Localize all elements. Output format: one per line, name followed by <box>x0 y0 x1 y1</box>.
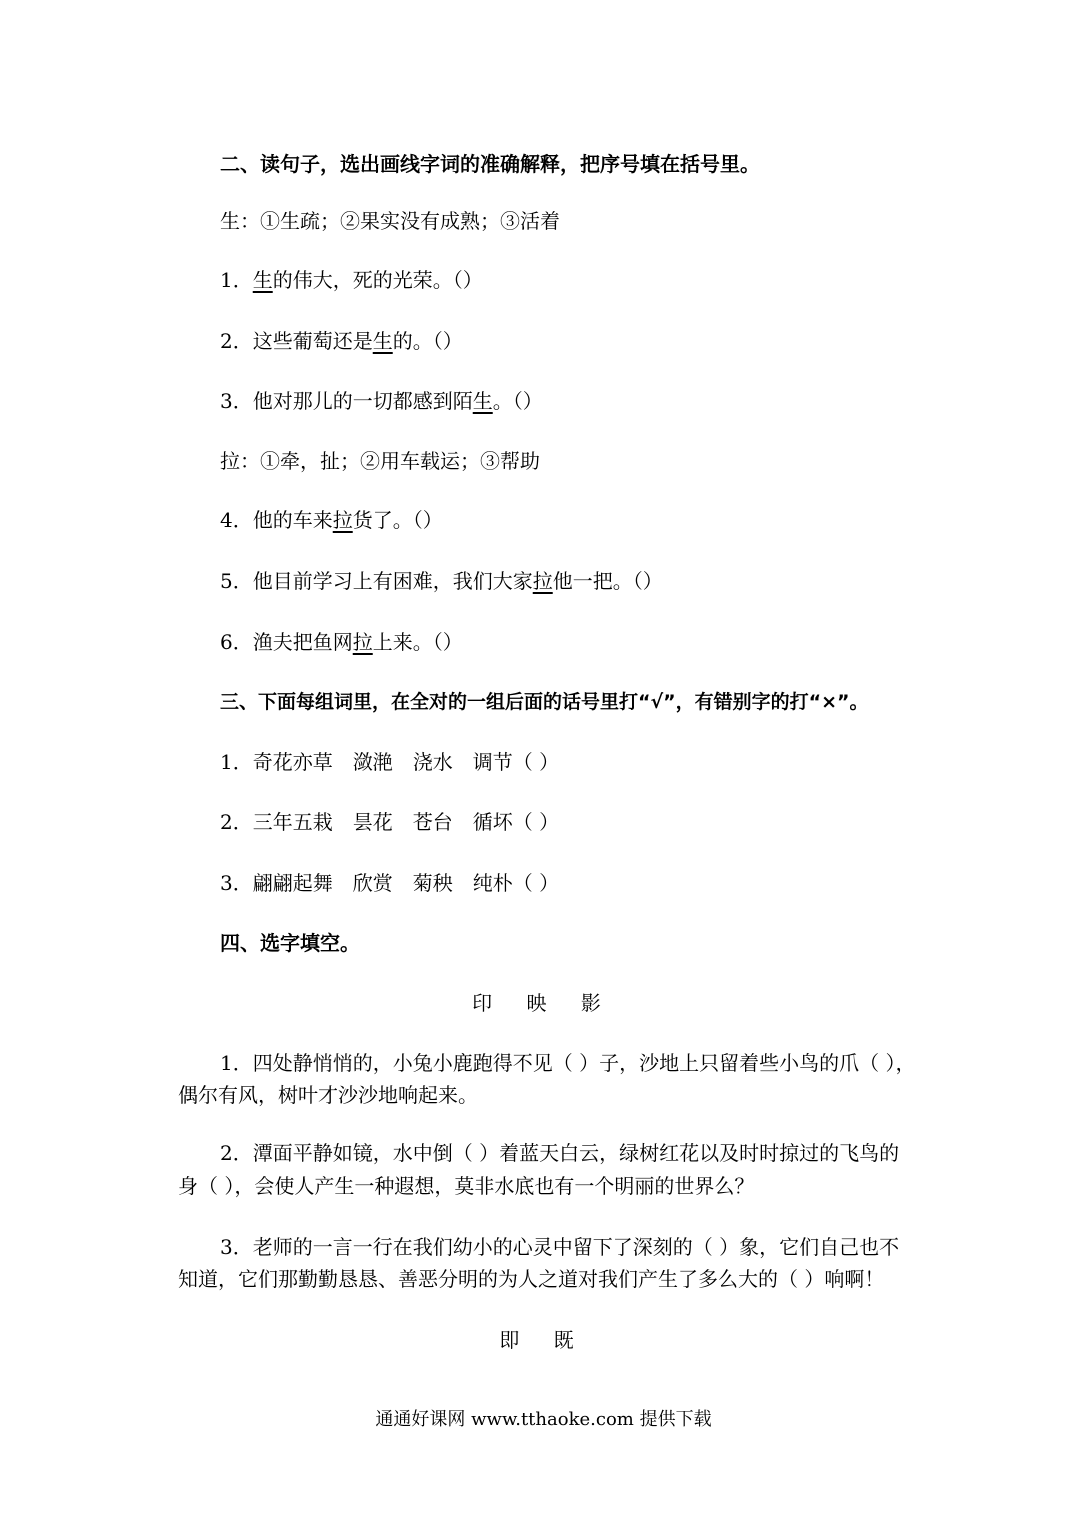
underlined-word: 生 <box>372 329 393 353</box>
la-definitions: 拉：①牵，扯；②用车载运；③帮助 <box>220 449 540 473</box>
underlined-word: 生 <box>252 268 273 292</box>
paragraph-3-line-2: 知道，它们那勤勤恳恳、善恶分明的为人之道对我们产生了多么大的（ ）响啊！ <box>178 1267 885 1291</box>
list-item: 2．三年五栽 昙花 苍台 循坏（ ） <box>220 810 560 834</box>
item-number: 2． <box>220 329 253 353</box>
paragraph-3-line-1: 3．老师的一言一行在我们幼小的心灵中留下了深刻的（ ）象，它们自己也不 <box>220 1235 900 1259</box>
list-item <box>220 569 663 593</box>
character-group-2: 即 既 <box>499 1328 588 1352</box>
section2-heading: 二、读句子，选出画线字词的准确解释，把序号填在括号里。 <box>220 152 760 176</box>
item-text: 渔夫把鱼网 <box>252 630 353 654</box>
item-text: 这些葡萄还是 <box>252 329 373 353</box>
item-text: 他一把。（） <box>552 569 663 593</box>
item-text: 他的车来 <box>252 508 333 532</box>
list-item <box>220 508 443 532</box>
underlined-word: 拉 <box>332 508 353 532</box>
item-text: 上来。（） <box>372 630 463 654</box>
character-group-1: 印 映 影 <box>472 991 615 1015</box>
item-text: 的伟大，死的光荣。（） <box>272 268 483 292</box>
section3-heading: 三、下面每组词里，在全对的一组后面的话号里打“√”，有错别字的打“×”。 <box>220 691 869 713</box>
sheng-definitions: 生：①生疏；②果实没有成熟；③活着 <box>220 209 560 233</box>
paragraph-2-line-1: 2．潭面平静如镜，水中倒（ ）着蓝天白云，绿树红花以及时时掠过的飞鸟的 <box>220 1141 900 1165</box>
footer-source: 通通好课网 www.tthaoke.com 提供下载 <box>375 1409 712 1430</box>
item-number: 5． <box>220 569 253 593</box>
underlined-word: 拉 <box>352 630 373 654</box>
paragraph-1-line-1: 1．四处静悄悄的，小兔小鹿跑得不见（ ）子，沙地上只留着些小鸟的爪（ ）， <box>220 1051 916 1075</box>
item-text: 货了。（） <box>352 508 443 532</box>
list-item <box>220 630 463 654</box>
item-text: 他对那儿的一切都感到陌 <box>252 389 473 413</box>
list-item <box>220 389 543 413</box>
paragraph-1-line-2: 偶尔有风，树叶才沙沙地响起来。 <box>178 1083 478 1107</box>
item-number: 1． <box>220 268 253 292</box>
list-item <box>220 268 483 292</box>
item-number: 3． <box>220 389 253 413</box>
list-item <box>220 329 463 353</box>
section4-heading: 四、选字填空。 <box>220 931 360 955</box>
item-number: 6． <box>220 630 253 654</box>
underlined-word: 拉 <box>532 569 553 593</box>
list-item: 3．翩翩起舞 欣赏 菊秧 纯朴（ ） <box>220 871 560 895</box>
item-text: 的。（） <box>392 329 463 353</box>
item-text: 。（） <box>492 389 543 413</box>
item-number: 4． <box>220 508 253 532</box>
list-item: 1．奇花亦草 潋滟 浇水 调节（ ） <box>220 750 560 774</box>
item-text: 他目前学习上有困难，我们大家 <box>252 569 533 593</box>
underlined-word: 生 <box>472 389 493 413</box>
paragraph-2-line-2: 身（ ），会使人产生一种遐想，莫非水底也有一个明丽的世界么？ <box>178 1174 755 1198</box>
